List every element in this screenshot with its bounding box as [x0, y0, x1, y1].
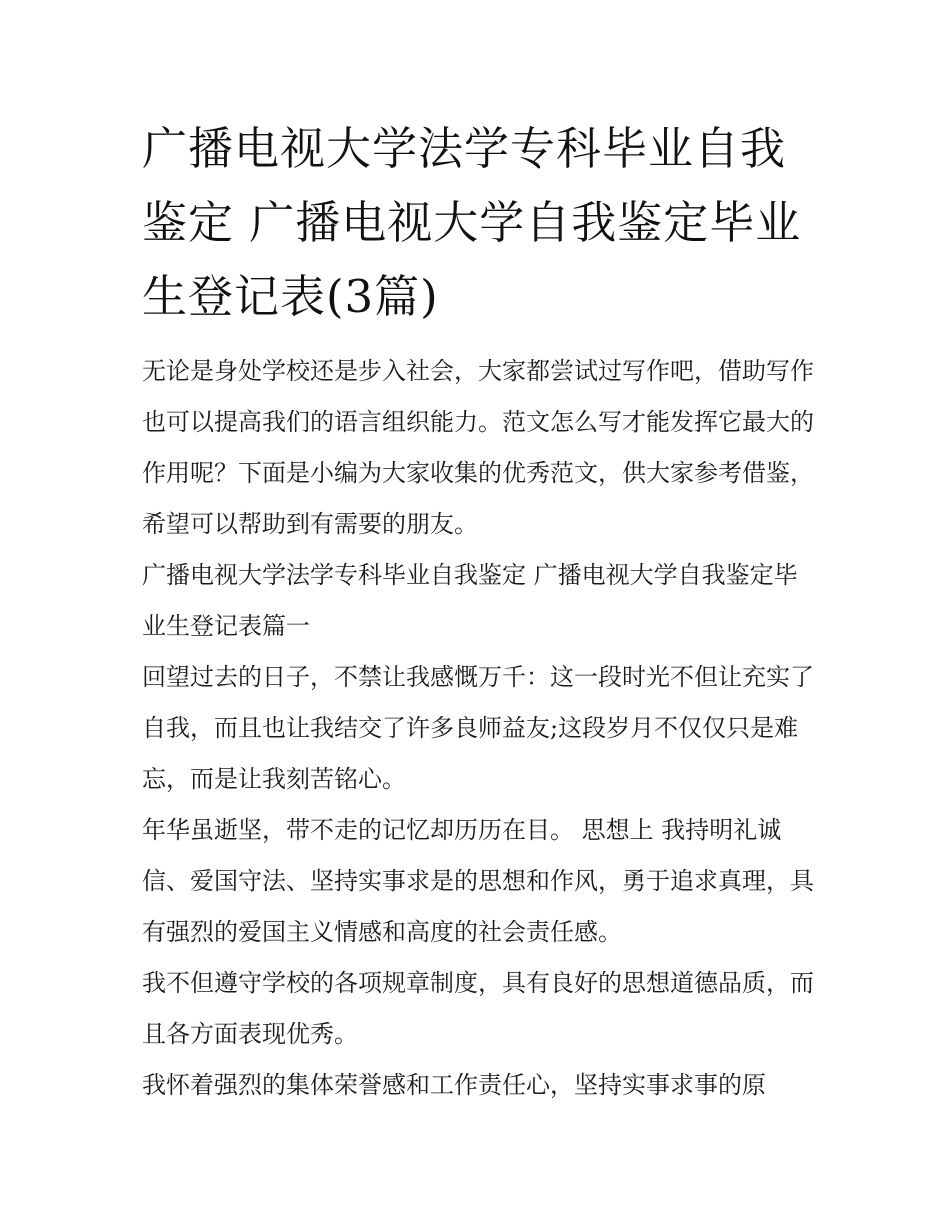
document-title: 广播电视大学法学专科毕业自我鉴定 广播电视大学自我鉴定毕业生登记表(3篇)	[142, 122, 802, 323]
body-paragraph: 我不但遵守学校的各项规章制度，具有良好的思想道德品质，而且各方面表现优秀。	[142, 969, 814, 1048]
body-paragraph: 年华虽逝坚，带不走的记忆却历历在目。 思想上 我持明礼诚信、爱国守法、坚持实事求是的思想和作风，勇于追求真理，具有强烈的爱国主义情感和高度的社会责任感。	[142, 816, 814, 946]
body-paragraph: 我怀着强烈的集体荣誉感和工作责任心，坚持实事求事的原	[142, 1071, 766, 1099]
body-paragraph: 回望过去的日子，不禁让我感慨万千：这一段时光不但让充实了自我，而且也让我结交了许多良师益友;这段岁月不仅仅只是难忘，而是让我刻苦铭心。	[142, 663, 814, 793]
document-page	[142, 112, 814, 1111]
intro-paragraph: 无论是身处学校还是步入社会，大家都尝试过写作吧，借助写作也可以提高我们的语言组织能力。范文怎么写才能发挥它最大的作用呢？下面是小编为大家收集的优秀范文，供大家参考借鉴，希望可以帮助到有需要的朋友。	[142, 357, 814, 538]
section-heading: 广播电视大学法学专科毕业自我鉴定 广播电视大学自我鉴定毕业生登记表篇一	[142, 561, 798, 640]
